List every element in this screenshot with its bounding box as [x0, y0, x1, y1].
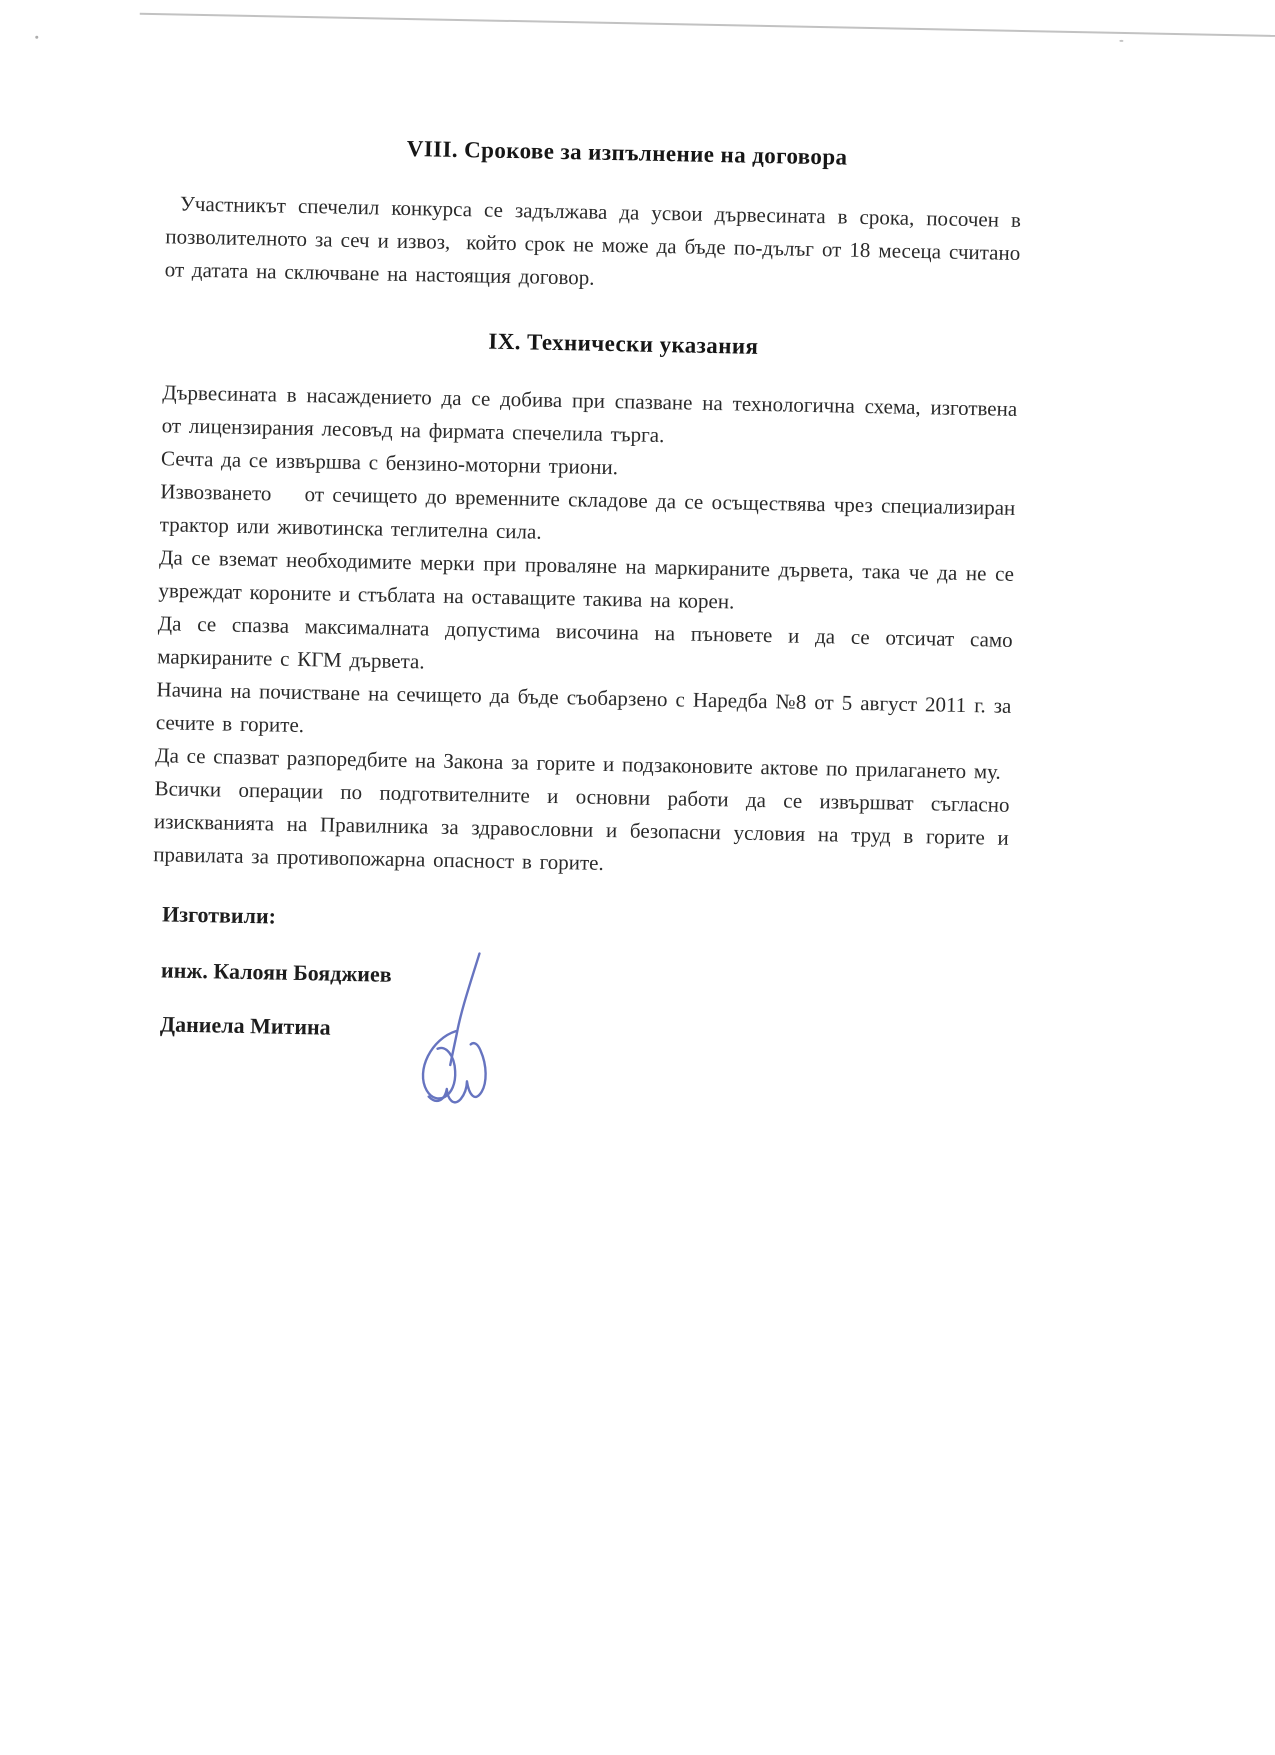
section8-paragraph: Участникът спечелил конкурса се задължава да усвои дървесината в срока, посочен в позволителното за сеч и извоз, който срок не може да бъде по-дълъг от 18 месеца считано от датата на сключване на настоящия договор.: [164, 191, 1022, 290]
prepared-by-label: Изготвили:: [161, 901, 277, 929]
scan-artifact-line: [140, 13, 1275, 37]
signature-block: [160, 901, 393, 1041]
section9-paragraph: Да се спазват разпоредбите на Закона за горите и подзаконовите актове по прилагането му.: [155, 743, 1002, 784]
scan-speck: [35, 36, 38, 39]
signatory-name: инж. Калоян Бояджиев: [160, 957, 392, 987]
section9-paragraph: Извозването от сечището до временните складове да се осъществява чрез специализиран трактор или животинска теглителна сила.: [159, 479, 1016, 544]
section9-paragraph: Дървесината в насаждението да се добива при спазване на технологична схема, изготвена от лицензирания лесовъд на фирмата спечелила търга.: [161, 380, 1018, 448]
signatory-name: Даниела Митина: [159, 1011, 331, 1040]
section9-heading: IX. Технически указания: [488, 328, 759, 359]
handwritten-signature-ink: [406, 946, 509, 1123]
section9-paragraph: Всички операции по подготвителните и основни работи да се извършват съгласно изискванията на Правилника за здравословни и безопасни условия на труд в горите и правилата за противопожарна опасност в горите.: [153, 776, 1010, 875]
section9-paragraph: Сечта да се извършва с бензино-моторни триони.: [160, 446, 619, 480]
section8-heading: VIII. Срокове за изпълнение на договора: [406, 135, 848, 170]
section9-paragraph: Да се спазва максималната допустима височина на пъновете и да се отсичат само маркираните с КГМ дървета.: [156, 611, 1013, 674]
document-body: [153, 131, 1022, 888]
section9-paragraph: Да се вземат необходимите мерки при проваляне на маркираните дървета, така че да не се увреждат короните и стъблата на оставащите такива на корен.: [158, 545, 1015, 614]
scan-speck: [1119, 40, 1123, 42]
section9-paragraph: Начина на почистване на сечището да бъде съобарзено с Наредба №8 от 5 август 2011 г. за сечите в горите.: [155, 677, 1012, 738]
